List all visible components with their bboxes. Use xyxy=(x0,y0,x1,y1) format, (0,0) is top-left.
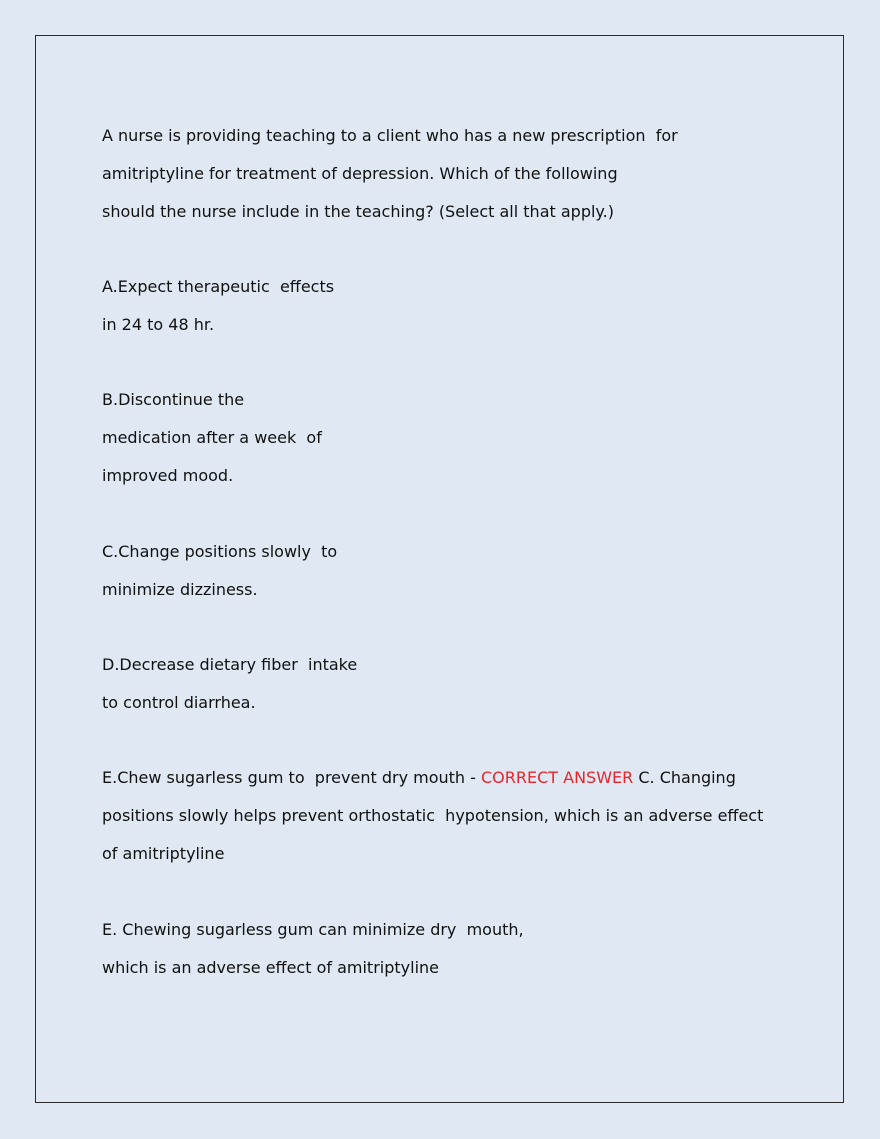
option-c-line-1: C.Change positions slowly to xyxy=(102,542,338,561)
rationale-c-start: C. Changing xyxy=(633,768,736,787)
option-b-line-1: B.Discontinue the xyxy=(102,390,245,409)
rationale-e-line-1: E. Chewing sugarless gum can minimize dry mouth, xyxy=(102,920,524,939)
option-a-line-1: A.Expect therapeutic effects xyxy=(102,277,335,296)
option-c-line-2: minimize dizziness. xyxy=(102,580,258,599)
option-e-text: E.Chew sugarless gum to prevent dry mouth - xyxy=(102,768,481,787)
option-a-line-2: in 24 to 48 hr. xyxy=(102,315,215,334)
option-e-answer-line xyxy=(102,768,736,788)
option-b-line-3: improved mood. xyxy=(102,466,234,485)
rationale-e-line-2: which is an adverse effect of amitriptyline xyxy=(102,958,439,977)
question-line-1: A nurse is providing teaching to a client who has a new prescription for xyxy=(102,126,678,145)
question-line-3: should the nurse include in the teaching? (Select all that apply.) xyxy=(102,202,614,221)
question-line-2: amitriptyline for treatment of depression. Which of the following xyxy=(102,164,618,183)
correct-answer-label: CORRECT ANSWER xyxy=(481,768,634,787)
rationale-c-line-1: positions slowly helps prevent orthostatic hypotension, which is an adverse effect xyxy=(102,806,764,825)
rationale-c-line-2: of amitriptyline xyxy=(102,844,225,863)
option-d-line-1: D.Decrease dietary fiber intake xyxy=(102,655,358,674)
page-border xyxy=(35,35,844,1103)
option-d-line-2: to control diarrhea. xyxy=(102,693,256,712)
option-b-line-2: medication after a week of xyxy=(102,428,322,447)
